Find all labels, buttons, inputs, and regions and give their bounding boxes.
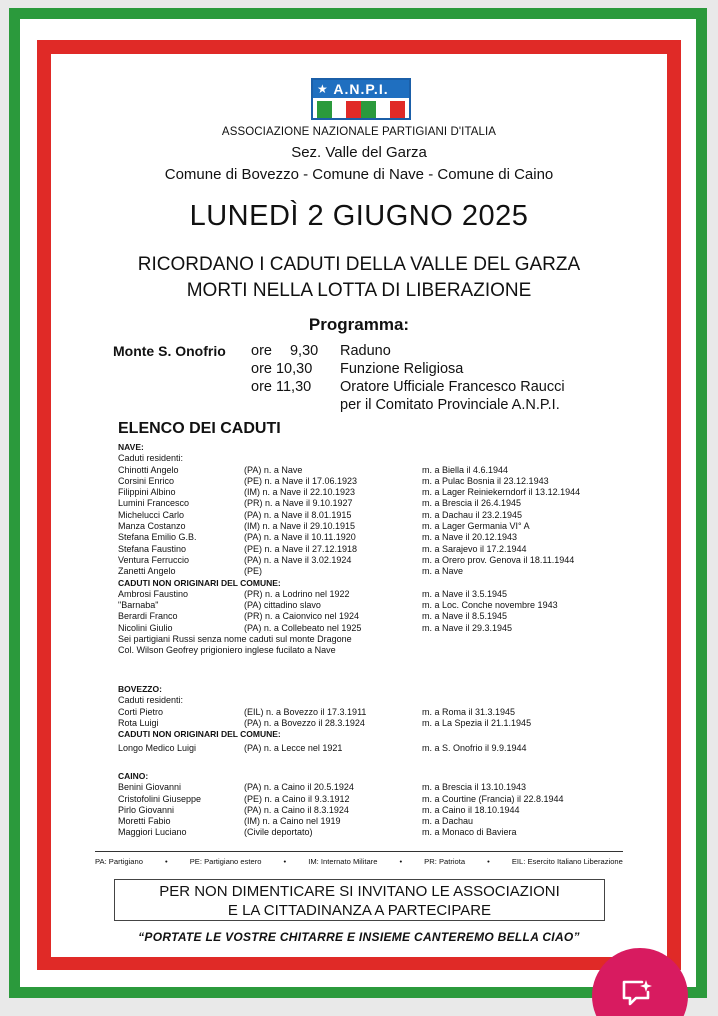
section-title: CAINO:	[118, 771, 149, 781]
caino-section	[118, 771, 564, 839]
list-item: Manza Costanzo (IM) n. a Nave il 29.10.1915 m. a Lager Germania VI° A	[118, 521, 530, 532]
list-item: Cristofolini Giuseppe (PE) n. a Caino il 9.3.1912 m. a Courtine (Francia) il 22.8.1944	[118, 793, 564, 804]
program-activity: Funzione Religiosa	[340, 361, 464, 377]
motto: “PORTATE LE VOSTRE CHITARRE E INSIEME CANTEREMO BELLA CIAO”	[138, 930, 580, 944]
list-item: "Barnaba" (PA) cittadino slavo m. a Loc. Conche novembre 1943	[118, 600, 558, 611]
section-name: Sez. Valle del Garza	[291, 144, 427, 161]
program-time: ore 10,30	[251, 361, 313, 377]
list-item: Benini Giovanni (PA) n. a Caino il 20.5.1924 m. a Brescia il 13.10.1943	[118, 782, 527, 793]
section-subtitle: Caduti residenti:	[118, 453, 184, 464]
invite-line-1: PER NON DIMENTICARE SI INVITANO LE ASSOCIAZIONI	[159, 883, 560, 900]
list-item: Lumini Francesco (PR) n. a Nave il 9.10.1927 m. a Brescia il 26.4.1945	[118, 498, 522, 509]
section-title: CADUTI NON ORIGINARI DEL COMUNE:	[118, 577, 281, 588]
list-item: Moretti Fabio (IM) n. a Caino nel 1919 m. a Dachau	[118, 816, 474, 827]
list-item: Maggiori Luciano (Civile deportato) m. a Monaco di Baviera	[118, 827, 517, 838]
program-activity: Oratore Ufficiale Francesco Raucci	[340, 379, 565, 395]
legend-item: IM: Internato Militare	[308, 857, 378, 866]
list-item: Stefana Emilio G.B. (PA) n. a Nave il 10.11.1920 m. a Nave il 20.12.1943	[118, 532, 518, 543]
legend-item: PR: Patriota	[424, 857, 466, 866]
legend-separator: •	[283, 857, 287, 866]
list-item: Corti Pietro (EIL) n. a Bovezzo il 17.3.1911 m. a Roma il 31.3.1945	[118, 706, 516, 717]
legend-separator: •	[399, 857, 403, 866]
invite-line-2: E LA CITTADINANZA A PARTECIPARE	[227, 902, 492, 919]
section-title: NAVE:	[118, 442, 144, 452]
section-title: BOVEZZO:	[118, 684, 162, 694]
anpi-logo	[311, 78, 411, 120]
event-date: LUNEDÌ 2 GIUGNO 2025	[189, 200, 529, 232]
star-icon: ★	[317, 82, 328, 96]
list-item: Ventura Ferruccio (PA) n. a Nave il 3.02.1924 m. a Orero prov. Genova il 18.11.1944	[118, 554, 575, 565]
legend-item: PE: Partigiano estero	[189, 857, 262, 866]
list-item: Ambrosi Faustino (PR) n. a Lodrino nel 1922 m. a Nave il 3.5.1945	[118, 588, 508, 599]
legend-item: EIL: Esercito Italiano Liberazione	[511, 857, 623, 866]
nave-section	[118, 442, 581, 657]
note: Sei partigiani Russi senza nome caduti sul monte Dragone	[118, 634, 352, 645]
program-activity: per il Comitato Provinciale A.N.P.I.	[340, 397, 560, 413]
program-place: Monte S. Onofrio	[113, 343, 226, 359]
logo-text: A.N.P.I.	[313, 80, 409, 98]
list-item: Rota Luigi (PA) n. a Bovezzo il 28.3.1924 m. a La Spezia il 21.1.1945	[118, 717, 532, 728]
divider	[95, 851, 623, 852]
program-time: ore 9,30	[251, 343, 319, 359]
list-item: Stefana Faustino (PE) n. a Nave il 27.12.1918 m. a Sarajevo il 17.2.1944	[118, 543, 527, 554]
list-item: Zanetti Angelo (PE) m. a Nave	[118, 566, 464, 577]
list-title: ELENCO DEI CADUTI	[118, 420, 281, 437]
legend	[95, 857, 623, 866]
section-subtitle: Caduti residenti:	[118, 695, 184, 706]
poster	[51, 54, 667, 957]
chat-sparkle-icon	[620, 978, 654, 1008]
list-item: Nicolini Giulio (PA) n. a Collebeato nel 1925 m. a Nave il 29.3.1945	[118, 622, 513, 633]
headline-line-2: MORTI NELLA LOTTA DI LIBERAZIONE	[186, 280, 532, 301]
association-name: ASSOCIAZIONE NAZIONALE PARTIGIANI D'ITALIA	[221, 126, 497, 138]
note: Col. Wilson Geofrey prigioniero inglese fucilato a Nave	[118, 645, 336, 656]
municipalities: Comune di Bovezzo - Comune di Nave - Comune di Caino	[164, 166, 554, 183]
list-item: Chinotti Angelo (PA) n. a Nave m. a Biella il 4.6.1944	[118, 464, 509, 475]
list-item: Pirlo Giovanni (PA) n. a Caino il 8.3.1924 m. a Caino il 18.10.1944	[118, 804, 520, 815]
bovezzo-section	[118, 684, 532, 755]
list-item: Longo Medico Luigi (PA) n. a Lecce nel 1921 m. a S. Onofrio il 9.9.1944	[118, 743, 527, 754]
list-item: Corsini Enrico (PE) n. a Nave il 17.06.1923 m. a Pulac Bosnia il 23.12.1943	[118, 475, 549, 486]
program-activity: Raduno	[340, 343, 391, 359]
list-item: Filippini Albino (IM) n. a Nave il 22.10.1923 m. a Lager Reiniekerndorf il 13.12.1944	[118, 487, 581, 498]
legend-item: PA: Partigiano	[95, 857, 143, 866]
legend-separator: •	[165, 857, 168, 866]
section-title: CADUTI NON ORIGINARI DEL COMUNE:	[118, 729, 281, 740]
program-title: Programma:	[308, 315, 410, 334]
legend-separator: •	[487, 857, 490, 866]
tricolor-icon	[317, 101, 405, 118]
program-time: ore 11,30	[251, 379, 312, 395]
list-item: Michelucci Carlo (PA) n. a Nave il 8.01.1915 m. a Dachau il 23.2.1945	[118, 509, 523, 520]
headline-line-1: RICORDANO I CADUTI DELLA VALLE DEL GARZA	[137, 254, 581, 275]
invite-box	[114, 879, 605, 921]
list-item: Berardi Franco (PR) n. a Caionvico nel 1924 m. a Nave il 8.5.1945	[118, 611, 508, 622]
